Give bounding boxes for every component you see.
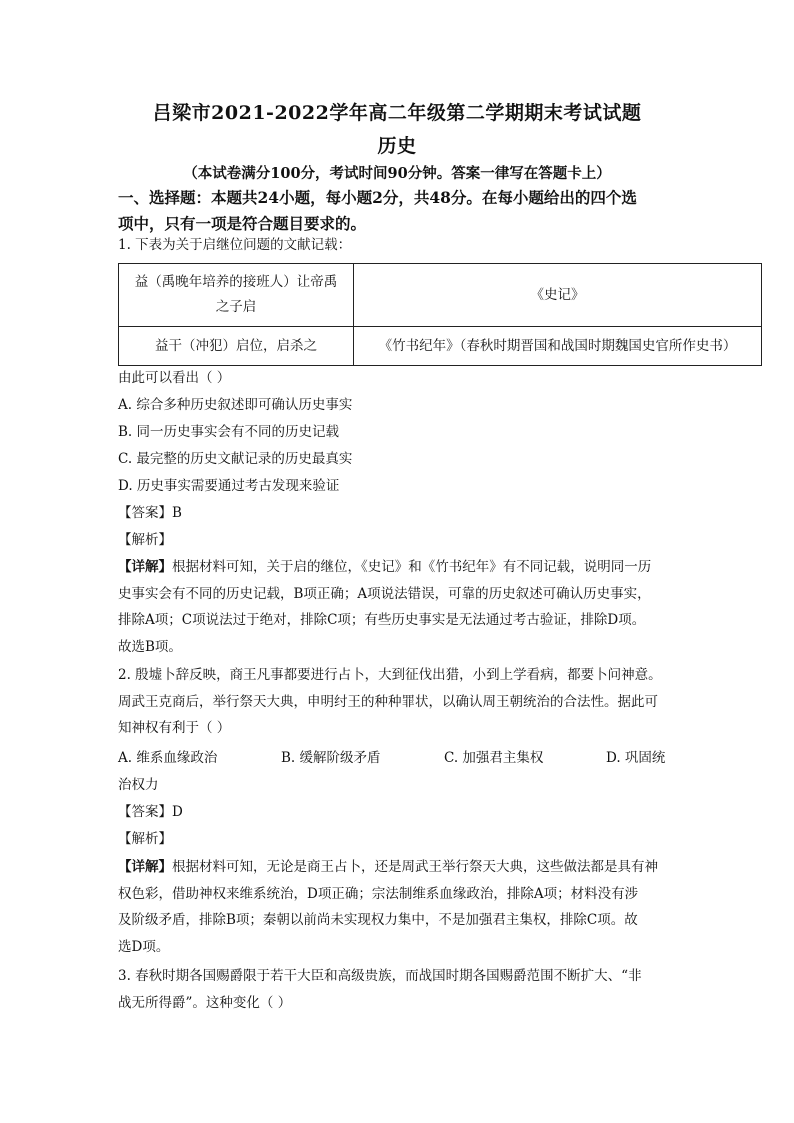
q2-detail: 【详解】根据材料可知，无论是商王占卜，还是周武王举行祭天大典，这些做法都是具有神 权色彩，借助神权来维系统治，D项正确；宗法制维系血缘政治，排除A项；材料没有涉 及阶级矛盾，排除B项；秦朝以前尚未实现权力集中，不是加强君主集权，排除C项。故 选D项。 — [118, 859, 658, 955]
q1-question: 由此可以看出（ ） — [118, 370, 231, 386]
q1-detail: 【详解】根据材料可知，关于启的继位，《史记》和《竹书纪年》有不同记载，说明同一历 史事实会有不同的历史记载，B项正确；A项说法错误，可靠的历史叙述可确认历史事实， 排除A项；C项说法过于绝对，排除C项；有些历史事实是无法通过考古验证，排除D项。 故选B项。 — [118, 559, 652, 655]
detail-label: 【详解】 — [118, 859, 172, 875]
exam-subject: 历史 — [377, 135, 417, 157]
section-heading-line: 一、选择题：本题共24小题，每小题2分，共48分。在每小题给出的四个选 — [118, 188, 637, 207]
table-cell-record: 益干（冲犯）启位，启杀之 — [119, 327, 354, 366]
table-cell-source: 《史记》 — [354, 264, 762, 327]
q1-stem: 1. 下表为关于启继位问题的文献记载： — [118, 237, 352, 253]
q2-option-d-wrap: 治权力 — [118, 777, 159, 793]
q1-source-table — [118, 263, 762, 366]
q1-option-b: B. 同一历史事实会有不同的历史记载 — [118, 424, 340, 440]
q2-option-a: A. 维系血缘政治 — [118, 750, 218, 766]
q2-stem: 2. 殷墟卜辞反映，商王凡事都要进行占卜，大到征伐出猎，小到上学看病，都要卜问神意。 周武王克商后，举行祭天大典，申明纣王的种种罪状，以确认周王朝统治的合法性。据此可 知神权有利于（ ） — [118, 667, 662, 736]
table-cell-record: 益（禹晚年培养的接班人）让帝禹 之子启 — [119, 264, 354, 327]
section-heading — [118, 185, 678, 237]
q1-option-a: A. 综合多种历史叙述即可确认历史事实 — [118, 397, 353, 413]
table-row — [119, 264, 762, 327]
table-row — [119, 327, 762, 366]
q2-options — [118, 745, 678, 772]
q1-option-d: D. 历史事实需要通过考古发现来验证 — [118, 478, 340, 494]
q2-option-d: D. 巩固统 — [606, 750, 666, 766]
q2-analysis-label: 【解析】 — [118, 831, 172, 847]
q1-answer: 【答案】B — [118, 505, 182, 521]
q2-option-b: B. 缓解阶级矛盾 — [281, 750, 381, 766]
exam-note: （本试卷满分100分，考试时间90分钟。答案一律写在答题卡上） — [183, 165, 611, 182]
table-cell-source: 《竹书纪年》（春秋时期晋国和战国时期魏国史官所作史书） — [354, 327, 762, 366]
q2-answer: 【答案】D — [118, 804, 183, 820]
section-heading-line: 项中，只有一项是符合题目要求的。 — [118, 214, 367, 233]
detail-label: 【详解】 — [118, 559, 172, 575]
q1-analysis-label: 【解析】 — [118, 532, 172, 548]
q3-stem: 3. 春秋时期各国赐爵限于若干大臣和高级贵族，而战国时期各国赐爵范围不断扩大、“非 战无所得爵”。这种变化（ ） — [118, 968, 642, 1011]
q1-option-c: C. 最完整的历史文献记录的历史最真实 — [118, 451, 353, 467]
q2-option-c: C. 加强君主集权 — [444, 750, 544, 766]
exam-title: 吕梁市2021-2022学年高二年级第二学期期末考试试题 — [152, 102, 642, 124]
